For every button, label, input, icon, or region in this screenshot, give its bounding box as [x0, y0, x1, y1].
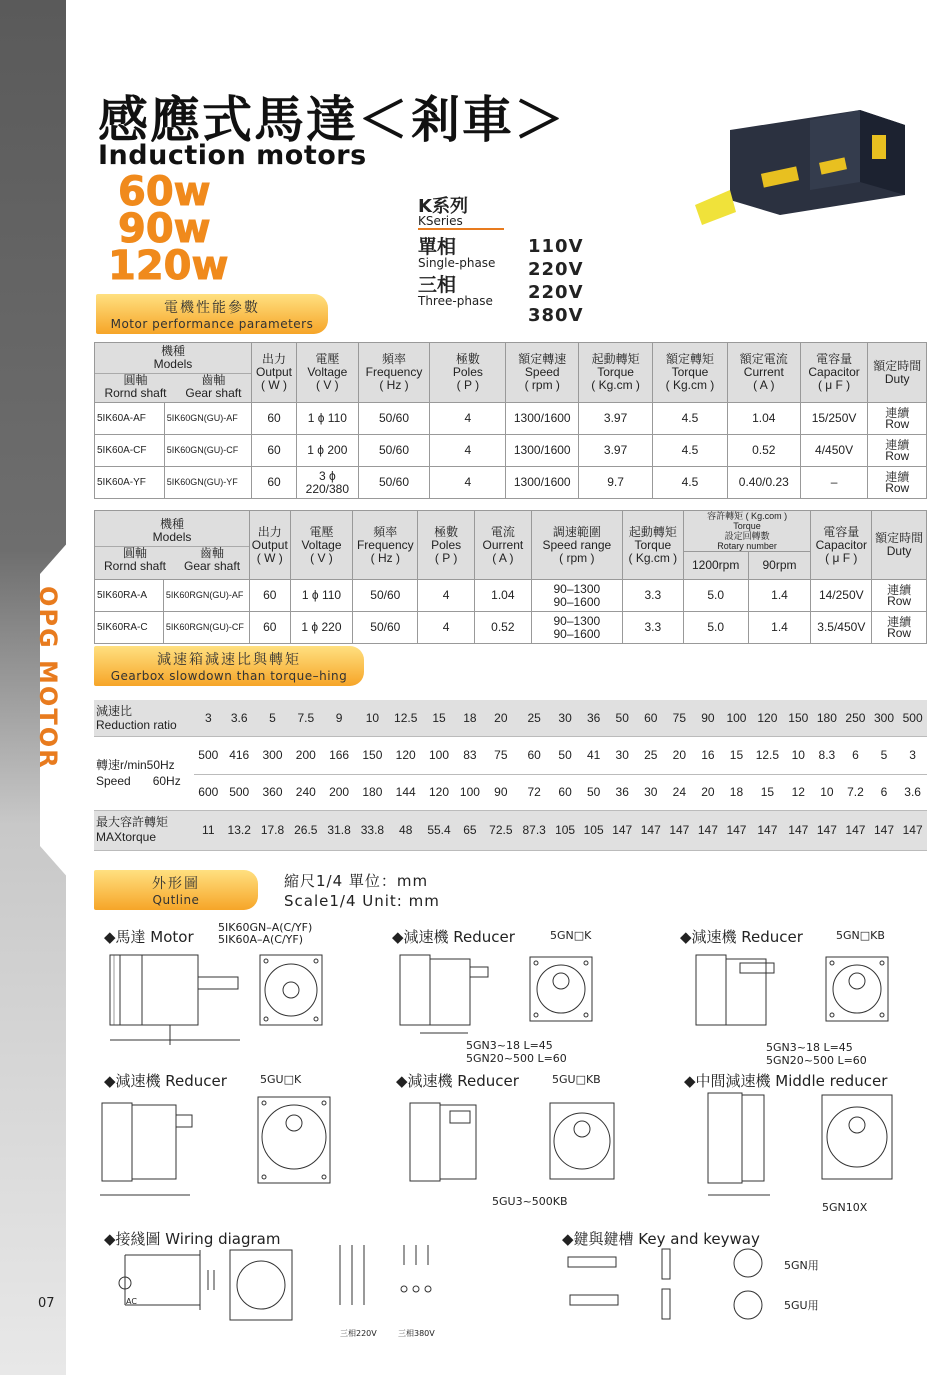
ratio-cell: 31.8	[322, 810, 355, 850]
ratio-cell: 72	[518, 774, 551, 810]
ratio-cell: 360	[256, 774, 289, 810]
power-120w: 120w	[108, 243, 229, 289]
outline-drawings	[100, 945, 926, 1325]
ratio-cell: 24	[665, 774, 694, 810]
wiring-380-label: 三相380V	[398, 1329, 435, 1338]
ratio-cell: 11	[194, 810, 223, 850]
ratio-cell: 13.2	[223, 810, 256, 850]
table-row: 5IK60RA-A 5IK60RGN(GU)-AF 60 1 ϕ 110 50/60 4 1.04 90–1300 90–1600 3.3 5.0 1.4 14/250V 連續 Row	[95, 580, 927, 612]
ratio-cell: 9	[322, 700, 355, 736]
ratio-cell: 48	[389, 810, 422, 850]
ratio-cell: 105	[551, 810, 580, 850]
ratio-cell: 147	[636, 810, 665, 850]
ratio-cell: 3	[194, 700, 223, 736]
voltage-380: 380V	[528, 305, 584, 326]
ratio-cell: 200	[322, 774, 355, 810]
ratio-cell: 50	[608, 700, 637, 736]
ratio-cell: 18	[456, 700, 485, 736]
ratio-cell: 7.2	[841, 774, 870, 810]
motor-model-1: 5IK60GN–A(C/YF)	[218, 921, 313, 934]
ratio-cell: 8.3	[813, 736, 842, 774]
ratio-cell: 240	[289, 774, 322, 810]
ratio-cell: 60	[551, 774, 580, 810]
ratio-cell: 60	[518, 736, 551, 774]
reducer-gu-kb-note: 5GU3~500KB	[492, 1195, 568, 1208]
motor-side-drawing	[110, 955, 240, 1045]
ratio-cell: 180	[813, 700, 842, 736]
ratio-cell: 20	[694, 774, 723, 810]
ratio-cell: 33.8	[356, 810, 389, 850]
table-row: 5IK60A-YF 5IK60GN(GU)-YF 60 3 ϕ 220/380 50/60 4 1300/1600 9.7 4.5 0.40/0.23 – 連續 Row	[95, 467, 927, 499]
ratio-cell: 147	[841, 810, 870, 850]
ratio-cell: 90	[694, 700, 723, 736]
section-gearbox: 減速箱減速比與轉矩 Gearbox slowdown than torque–hing	[94, 646, 364, 686]
ratio-cell: 10	[356, 700, 389, 736]
page-title-cn: 感應式馬達＜剎車＞	[98, 90, 566, 149]
ratio-cell: 30	[636, 774, 665, 810]
scale-en: Scale1/4 Unit: mm	[284, 892, 440, 910]
ratio-cell: 147	[608, 810, 637, 850]
ratio-cell: 15	[722, 736, 751, 774]
reducer-k-code: 5GN□K	[550, 929, 592, 942]
ratio-cell: 120	[422, 774, 455, 810]
page-title-en: Induction motors	[98, 140, 367, 171]
reducer-k-note-1: 5GN3~18 L=45	[466, 1039, 553, 1052]
motor-photo	[690, 90, 920, 230]
speed-control-table: 機種 Models 圓軸 Rornd shaft 齒軸 Gear shaft 出力 Output ( W ) 電壓 Voltage ( V ) 頻率 Frequency ( Hz ) 極數 Poles ( P ) 電流 Ourrent ( A ) 調速範圍 Speed range ( rpm ) 起動轉矩 Torque ( Kg.cm ) 容許轉矩 ( Kg.com ) Torque 設定回轉數 Rotary number 電容量 Capacitor ( μ F ) 額定時間 Duty 1200rpm 90rpm 5IK60RA-A 5IK60RGN(GU)-AF 60 1 ϕ 110 50/60 4 1.04 90–1300 90–1600 3.3 5.0 1.4 14/250V 連續 Row 5IK60RA-C 5IK60RGN(GU)-CF 60 1 ϕ 220 50/60 4 0.52 90–1300 90–1600 3.3 5.0 1.4 3.5/450V 連續 Row	[94, 510, 927, 644]
ratio-cell: 41	[579, 736, 608, 774]
ratio-cell: 75	[665, 700, 694, 736]
reducer-kb-note-1: 5GN3~18 L=45	[766, 1041, 853, 1054]
ratio-cell: 25	[518, 700, 551, 736]
ratio-cell: 55.4	[422, 810, 455, 850]
reducer-gu-kb-title: ◆減速機 Reducer	[396, 1072, 519, 1090]
ratio-cell: 100	[722, 700, 751, 736]
side-label: OPG MOTOR	[34, 586, 62, 770]
ratio-cell: 150	[784, 700, 813, 736]
ratio-cell: 166	[322, 736, 355, 774]
ratio-cell: 3.6	[223, 700, 256, 736]
ratio-cell: 500	[194, 736, 223, 774]
reducer-k-title: ◆減速機 Reducer	[392, 928, 515, 946]
key-title: ◆鍵與鍵槽 Key and keyway	[562, 1230, 760, 1248]
voltage-110: 110V	[528, 236, 584, 257]
ratio-cell: 36	[579, 700, 608, 736]
single-phase-cn: 單相	[418, 236, 457, 258]
table-row: 5IK60A-CF 5IK60GN(GU)-CF 60 1 ϕ 200 50/60 4 1300/1600 3.97 4.5 0.52 4/450V 連續 Row	[95, 435, 927, 467]
ratio-cell: 147	[665, 810, 694, 850]
ratio-cell: 12.5	[751, 736, 784, 774]
ratio-cell: 83	[456, 736, 485, 774]
ratio-cell: 60	[636, 700, 665, 736]
ratio-cell: 200	[289, 736, 322, 774]
ratio-cell: 120	[389, 736, 422, 774]
section-outline: 外形圖 Qutline	[94, 870, 258, 910]
ratio-cell: 20	[484, 700, 517, 736]
ratio-cell: 147	[784, 810, 813, 850]
ratio-cell: 15	[751, 774, 784, 810]
ratio-cell: 105	[579, 810, 608, 850]
ratio-cell: 100	[456, 774, 485, 810]
ratio-cell: 500	[898, 700, 927, 736]
ratio-cell: 180	[356, 774, 389, 810]
ratio-cell: 30	[608, 736, 637, 774]
ratio-cell: 75	[484, 736, 517, 774]
ratio-cell: 17.8	[256, 810, 289, 850]
reducer-kb-note-2: 5GN20~500 L=60	[766, 1054, 867, 1067]
ratio-cell: 25	[636, 736, 665, 774]
scale-cn: 縮尺1/4 單位：mm	[284, 872, 429, 890]
series-subtitle: KSeries	[418, 214, 504, 230]
motor-model-2: 5IK60A–A(C/YF)	[218, 933, 304, 946]
power-60w: 60w	[118, 169, 211, 215]
key-gn-label: 5GN用	[784, 1259, 819, 1272]
ratio-cell: 10	[813, 774, 842, 810]
ratio-cell: 147	[898, 810, 927, 850]
ratio-table: 減速比 Reduction ratio 3 3.6 5 7.5 9 10 12.5 15 18 20 25 30 36 50 60 75 90 100 120 150 180 250 300 500 轉速r/min50Hz Speed 60Hz 500 416 300 200 166 150 120 100 83 75 60 50 41 30 25 20 16 15 12.5 10 8.3 6 5 3 600 500 360 240 200 180 144 120 100 90 72 60 50 36 30 24 20 18 15 12 10 7.2 6 3.6 最大容許轉矩 MAXtorque 11 13.2 17.8 26.5 31.8 33.8 48 55.4 65 72.5 87.3 105 105 147 147 147 147 147 147 147 147 147 147 147	[94, 700, 927, 851]
ratio-cell: 147	[870, 810, 899, 850]
motor-diagram-title: ◆馬達 Motor	[104, 928, 194, 946]
motor-spec-table: 機種 Models 圓軸 Rornd shaft 齒軸 Gear shaft 出力 Output ( W ) 電壓 Voltage ( V ) 頻率 Frequency ( Hz ) 極數 Poles ( P ) 額定轉速 Speed ( rpm ) 起動轉矩 Torque ( Kg.cm ) 額定轉矩 Torque ( Kg.cm ) 額定電流 Current ( A ) 電容量 Capacitor ( μ F ) 額定時間 Duty 5IK60A-AF 5IK60GN(GU)-AF 60 1 ϕ 110 50/60 4 1300/1600 3.97 4.5 1.04 15/250V 連續 Row 5IK60A-CF 5IK60GN(GU)-CF 60 1 ϕ 200 50/60 4 1300/1600 3.97 4.5 0.52 4/450V 連續 Row 5IK60A-YF 5IK60GN(GU)-YF 60 3 ϕ 220/380 50/60 4 1300/1600 9.7 4.5 0.40/0.23 – 連續 Row	[94, 342, 927, 499]
ratio-cell: 500	[223, 774, 256, 810]
ratio-cell: 6	[841, 736, 870, 774]
reducer-kb-title: ◆減速機 Reducer	[680, 928, 803, 946]
ratio-cell: 147	[722, 810, 751, 850]
voltage-220a: 220V	[528, 259, 584, 280]
ratio-cell: 147	[813, 810, 842, 850]
three-phase-en: Three-phase	[418, 294, 493, 308]
reducer-k-note-2: 5GN20~500 L=60	[466, 1052, 567, 1065]
three-phase-cn: 三相	[418, 274, 457, 296]
reducer-kb-code: 5GN□KB	[836, 929, 885, 942]
ratio-cell: 20	[665, 736, 694, 774]
ratio-cell: 15	[422, 700, 455, 736]
table-row: 5IK60A-AF 5IK60GN(GU)-AF 60 1 ϕ 110 50/60 4 1300/1600 3.97 4.5 1.04 15/250V 連續 Row	[95, 403, 927, 435]
single-phase-en: Single-phase	[418, 256, 496, 270]
ratio-cell: 6	[870, 774, 899, 810]
series-title: K系列	[418, 196, 468, 217]
reducer-gu-k-code: 5GU□K	[260, 1073, 302, 1086]
ratio-cell: 12.5	[389, 700, 422, 736]
ratio-cell: 10	[784, 736, 813, 774]
wiring-220-label: 三相220V	[340, 1329, 377, 1338]
ratio-cell: 3.6	[898, 774, 927, 810]
ratio-cell: 120	[751, 700, 784, 736]
ratio-cell: 147	[694, 810, 723, 850]
ratio-cell: 87.3	[518, 810, 551, 850]
ratio-cell: 150	[356, 736, 389, 774]
ratio-cell: 26.5	[289, 810, 322, 850]
ratio-cell: 90	[484, 774, 517, 810]
ratio-cell: 250	[841, 700, 870, 736]
page-number: 07	[38, 1296, 55, 1311]
key-gu-label: 5GU用	[784, 1299, 819, 1312]
ratio-cell: 12	[784, 774, 813, 810]
middle-reducer-note: 5GN10X	[822, 1201, 868, 1214]
ratio-cell: 16	[694, 736, 723, 774]
ratio-cell: 30	[551, 700, 580, 736]
ratio-cell: 147	[751, 810, 784, 850]
ratio-cell: 300	[870, 700, 899, 736]
power-90w: 90w	[118, 206, 211, 252]
ratio-cell: 144	[389, 774, 422, 810]
ratio-cell: 50	[551, 736, 580, 774]
section-motor-params: 電機性能參數 Motor performance parameters	[96, 294, 328, 334]
ratio-cell: 300	[256, 736, 289, 774]
ratio-cell: 65	[456, 810, 485, 850]
middle-reducer-title: ◆中間減速機 Middle reducer	[684, 1072, 888, 1090]
ratio-cell: 72.5	[484, 810, 517, 850]
wiring-title: ◆接綫圖 Wiring diagram	[104, 1230, 281, 1248]
ratio-cell: 416	[223, 736, 256, 774]
ratio-cell: 5	[870, 736, 899, 774]
ratio-cell: 5	[256, 700, 289, 736]
wiring-ac-label: AC	[126, 1297, 137, 1306]
reducer-gu-kb-code: 5GU□KB	[552, 1073, 601, 1086]
reducer-gu-k-title: ◆減速機 Reducer	[104, 1072, 227, 1090]
ratio-cell: 7.5	[289, 700, 322, 736]
table-row: 5IK60RA-C 5IK60RGN(GU)-CF 60 1 ϕ 220 50/60 4 0.52 90–1300 90–1600 3.3 5.0 1.4 3.5/450V 連續 Row	[95, 612, 927, 644]
ratio-cell: 3	[898, 736, 927, 774]
ratio-cell: 100	[422, 736, 455, 774]
ratio-cell: 36	[608, 774, 637, 810]
ratio-cell: 50	[579, 774, 608, 810]
motor-front-drawing	[260, 955, 322, 1025]
ratio-cell: 18	[722, 774, 751, 810]
voltage-220b: 220V	[528, 282, 584, 303]
ratio-cell: 600	[194, 774, 223, 810]
